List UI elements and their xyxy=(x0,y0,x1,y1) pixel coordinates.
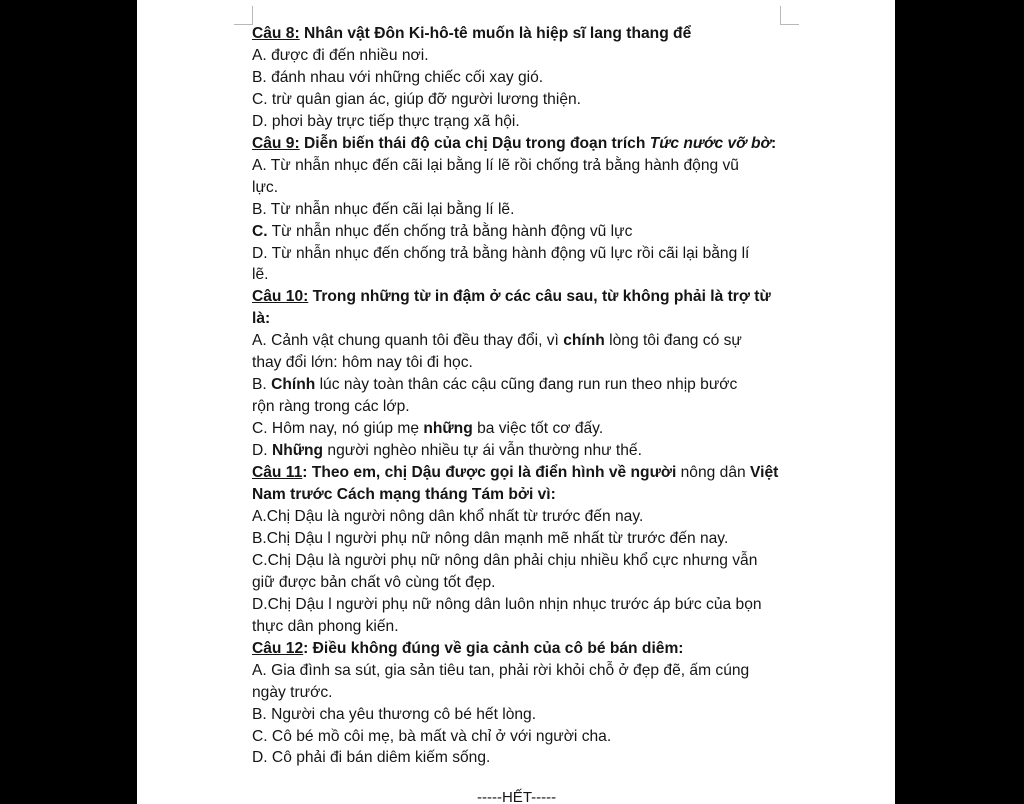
question-8-text: Nhân vật Đôn Ki-hô-tê muốn là hiệp sĩ lang thang để xyxy=(299,25,692,42)
document-page xyxy=(137,0,895,804)
q12-option-a-line1: A. Gia đình sa sút, gia sản tiêu tan, phải rời khỏi chỗ ở đẹp đẽ, ấm cúng xyxy=(252,661,750,679)
question-11-label: Câu 11 xyxy=(252,464,303,482)
question-10-text-line2: là: xyxy=(252,310,271,328)
q8-option-d: D. phơi bày trực tiếp thực trạng xã hội. xyxy=(252,112,520,130)
q10-option-a-bold-word: chính xyxy=(563,332,605,350)
q10-option-d-post: người nghèo nhiều tự ái vẫn thường như thế. xyxy=(323,442,642,460)
page-corner-mark-top-right xyxy=(780,6,799,25)
q9-option-d-line2: lẽ. xyxy=(252,266,269,284)
q11-option-a: A.Chị Dậu là người nông dân khổ nhất từ trước đến nay. xyxy=(252,507,644,525)
q10-option-d-bold-word: Những xyxy=(271,442,324,460)
q11-option-b: B.Chị Dậu l người phụ nữ nông dân mạnh mẽ nhất từ trước đến nay. xyxy=(252,529,729,547)
q10-option-a-pre: A. Cảnh vật chung quanh tôi đều thay đổi, vì xyxy=(252,332,564,350)
q12-option-c: C. Cô bé mồ côi mẹ, bà mất và chỉ ở với người cha. xyxy=(252,727,612,745)
q11-option-c-line2: giữ được bản chất vô cùng tốt đẹp. xyxy=(252,573,496,591)
question-9-text: Diễn biến thái độ của chị Dậu trong đoạn trích xyxy=(299,134,650,152)
q10-option-b-bold-word: Chính xyxy=(271,376,316,394)
q10-option-c-bold-word: những xyxy=(423,420,473,438)
page-corner-mark-top-left xyxy=(234,6,253,25)
q10-option-c-post: ba việc tốt cơ đấy. xyxy=(472,420,604,438)
q10-option-d-pre: D. xyxy=(252,442,272,460)
question-8-label: Câu 8: xyxy=(252,25,300,42)
question-12-text: : Điều không đúng về gia cảnh của cô bé bán diêm: xyxy=(303,639,684,657)
q10-option-c-pre: C. Hôm nay, nó giúp mẹ xyxy=(252,420,424,438)
q9-option-a-line2: lực. xyxy=(252,178,279,196)
question-11-text-line1: Theo em, chị Dậu được gọi là điển hình về người xyxy=(307,464,677,482)
q9-option-a-line1: A. Từ nhẫn nhục đến cãi lại bằng lí lẽ rồi chống trả bằng hành động vũ xyxy=(252,156,739,174)
q11-option-c-line1: C.Chị Dậu là người phụ nữ nông dân phải chịu nhiều khổ cực nhưng vẫn xyxy=(252,551,758,569)
question-11-text-line2: Nam trước Cách mạng tháng Tám bởi vì: xyxy=(252,486,556,504)
question-9-end: : xyxy=(770,134,777,152)
q8-option-c: C. trừ quân gian ác, giúp đỡ người lương thiện. xyxy=(252,90,581,108)
question-11-text-end: Việt xyxy=(750,464,779,482)
q11-option-d-line2: thực dân phong kiến. xyxy=(252,617,399,635)
q10-option-a-post: lòng tôi đang có sự xyxy=(604,332,742,350)
q10-option-a-line1 xyxy=(252,330,782,352)
q8-option-b: B. đánh nhau với những chiếc cối xay gió. xyxy=(252,68,544,86)
end-marker: -----HẾT----- xyxy=(477,789,557,804)
q9-option-d-line1: D. Từ nhẫn nhục đến chống trả bằng hành động vũ lực rồi cãi lại bằng lí xyxy=(252,244,750,262)
q10-option-b-post: lúc này toàn thân các cậu cũng đang run run theo nhịp bước xyxy=(315,376,738,394)
q8-option-a: A. được đi đến nhiều nơi. xyxy=(252,46,429,64)
q10-option-a-line2: thay đổi lớn: hôm nay tôi đi học. xyxy=(252,354,473,372)
question-12 xyxy=(252,638,782,660)
question-12-label: Câu 12 xyxy=(252,639,304,657)
q12-option-d: D. Cô phải đi bán diêm kiếm sống. xyxy=(252,749,491,767)
q10-option-b-line2: rộn ràng trong các lớp. xyxy=(252,398,410,416)
q9-option-c xyxy=(252,221,782,243)
question-9-work-title: Tức nước vỡ bờ xyxy=(649,134,771,152)
question-10-label: Câu 10: xyxy=(252,288,309,306)
q12-option-b: B. Người cha yêu thương cô bé hết lòng. xyxy=(252,705,537,723)
q9-option-c-letter: C. xyxy=(252,222,268,240)
q11-option-d-line1: D.Chị Dậu l người phụ nữ nông dân luôn nhịn nhục trước áp bức của bọn xyxy=(252,595,762,613)
question-11-colon: : xyxy=(302,464,308,482)
q9-option-c-text: Từ nhẫn nhục đến chống trả bằng hành động vũ lực xyxy=(267,222,633,240)
question-10-text-line1: Trong những từ in đậm ở các câu sau, từ không phải là trợ từ xyxy=(308,288,771,306)
q10-option-c xyxy=(252,418,782,440)
question-10 xyxy=(252,286,782,308)
question-11-mid: nông dân xyxy=(676,464,751,482)
q12-option-a-line2: ngày trước. xyxy=(252,683,333,701)
q10-option-d xyxy=(252,440,782,462)
question-11 xyxy=(252,462,782,484)
question-9-label: Câu 9: xyxy=(252,134,300,152)
q9-option-b: B. Từ nhẫn nhục đến cãi lại bằng lí lẽ. xyxy=(252,200,515,218)
q10-option-b-line1 xyxy=(252,374,782,396)
document-content xyxy=(252,23,782,769)
question-8 xyxy=(252,23,782,45)
question-9 xyxy=(252,133,782,155)
q10-option-b-pre: B. xyxy=(252,376,272,394)
